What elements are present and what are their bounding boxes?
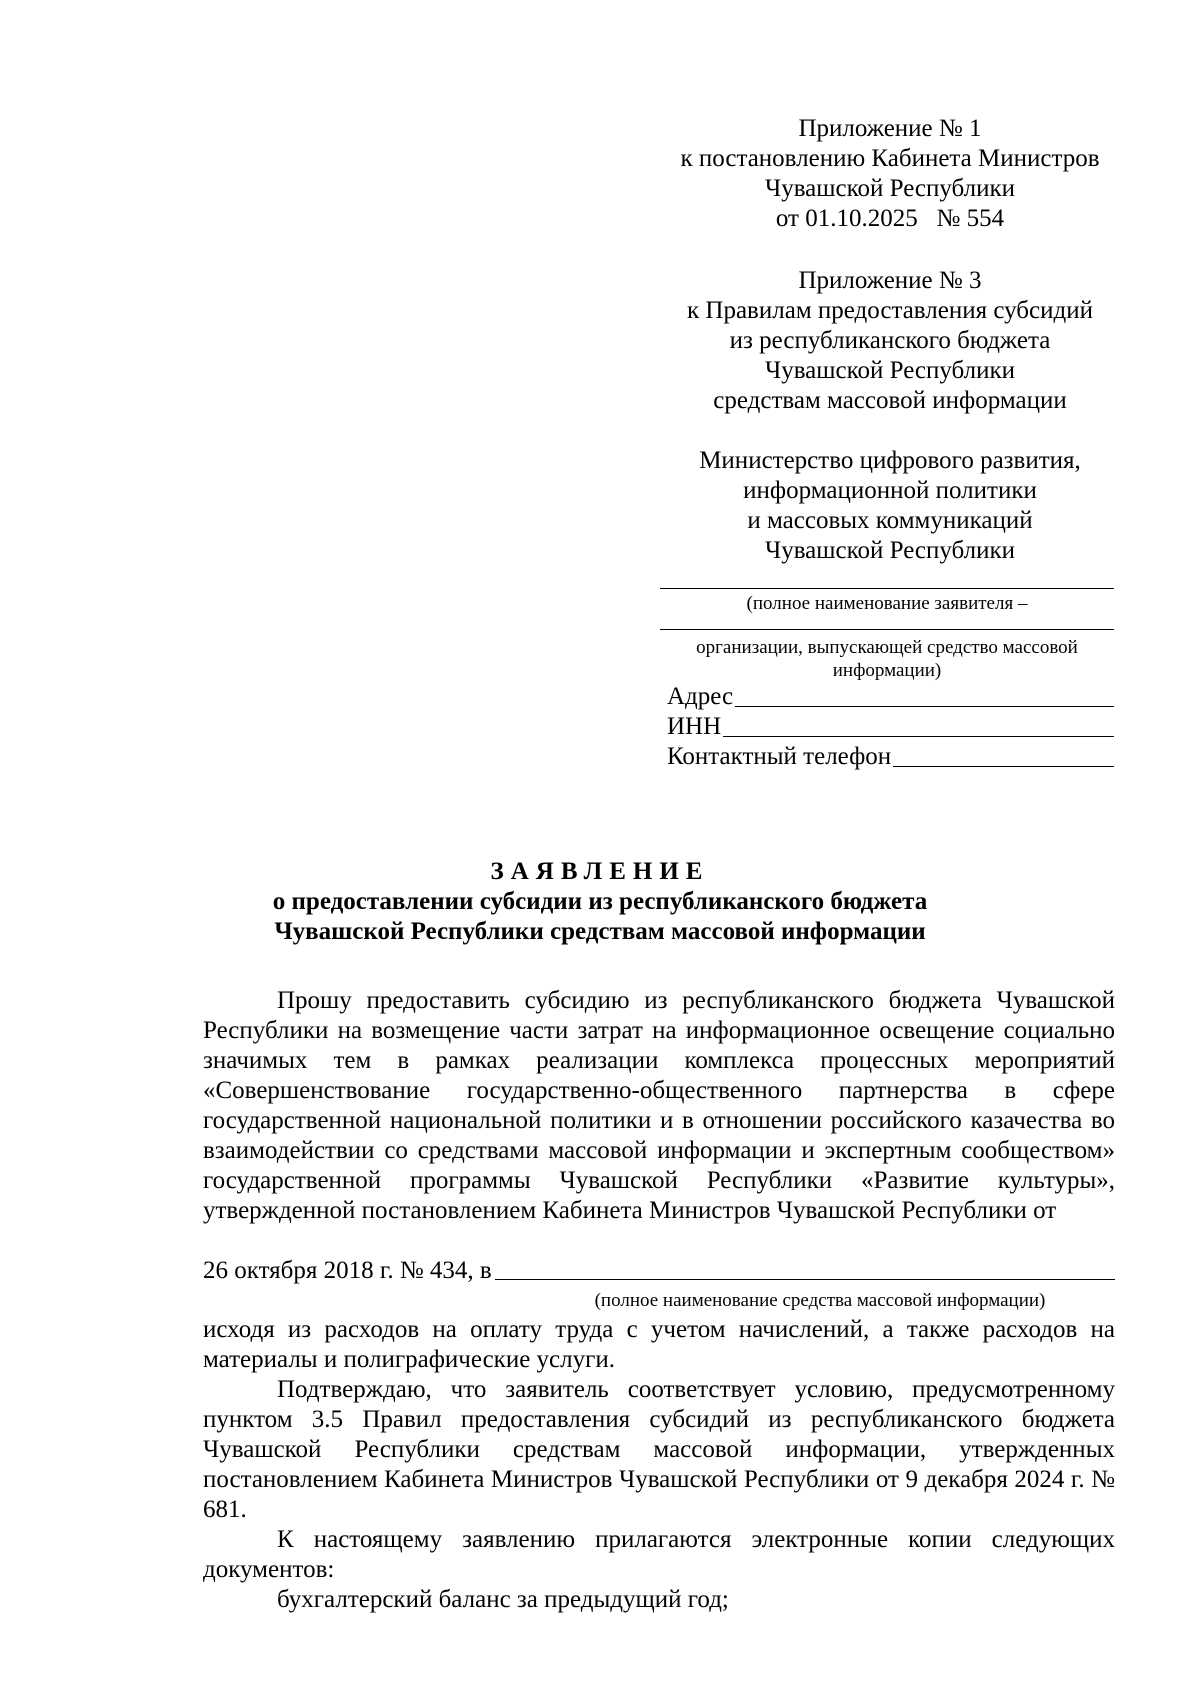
document-title: ЗАЯВЛЕНИЕ [490,858,710,885]
body-paragraph-1-continuation [203,1315,1115,1375]
applicant-name-line-1[interactable] [660,588,1114,589]
applicant-block [660,574,1114,772]
expenses-text: исходя из расходов на оплату труда с учетом начислений, а также расходов на материалы и полиграфические услуги. [203,1316,1115,1373]
ministry-line-1: Министерство цифрового развития, [699,447,1081,474]
annex-1-republic: Чувашской Республики [764,175,1016,202]
attachments-intro-text: К настоящему заявлению прилагаются электронные копии следующих документов: [203,1526,1115,1583]
phone-label: Контактный телефон [667,743,892,770]
phone-field[interactable] [667,742,1114,772]
annex-1-date: от 01.10.2025 № 554 [775,205,1005,232]
ministry-line-2: информационной политики [743,477,1037,504]
annex-3-header [660,266,1120,416]
body-paragraph-1 [203,986,1115,1226]
address-input-line[interactable] [735,706,1114,707]
annex-3-number: Приложение № 3 [798,267,982,294]
ministry-line-4: Чувашской Республики [764,537,1016,564]
address-field[interactable] [667,682,1114,712]
annex-1-header [660,114,1120,234]
ministry-line-3: и массовых коммуникаций [747,507,1033,534]
annex-3-republic: Чувашской Республики [764,357,1016,384]
inn-label: ИНН [667,713,722,740]
attachment-item-balance: бухгалтерский баланс за предыдущий год; [277,1586,729,1613]
annex-3-media: средствам массовой информации [713,387,1067,414]
confirmation-text: Подтверждаю, что заявитель соответствует условию, предусмотренному пунктом 3.5 Правил предоставления субсидий из республиканского бюджета Чувашской Республики средствам массовой информации, утвержденных постановлением Кабинета Министров Чувашской Республики от 9 декабря 2024 г. № 681. [203,1376,1115,1523]
media-name-line [203,1256,1115,1286]
body-paragraph-4 [203,1585,1115,1615]
inn-input-line[interactable] [723,736,1114,737]
applicant-caption-3: информации) [832,660,942,681]
request-text: Прошу предоставить субсидию из республиканского бюджета Чувашской Республики на возмещение части затрат на информационное освещение социально значимых тем в рамках реализации комплекса процессных мероприятий «Совершенствование государственно-общественного партнерства в сфере государственной национальной политики и в отношении российского казачества во взаимодействии со средствами массовой информации и экспертным сообществом» государственной программы Чувашской Республики «Развитие культуры», утвержденной постановлением Кабинета Министров Чувашской Республики от [203,987,1115,1224]
document-subtitle-1: о предоставлении субсидии из республиканского бюджета [272,888,928,915]
media-name-input-line[interactable] [495,1279,1115,1280]
inn-field[interactable] [667,712,1114,742]
phone-input-line[interactable] [893,766,1114,767]
annex-1-number: Приложение № 1 [798,115,982,142]
applicant-name-line-2[interactable] [660,629,1114,630]
body-paragraph-3 [203,1525,1115,1585]
ministry-addressee [660,446,1120,566]
date-and-number-text: 26 октября 2018 г. № 434, в [203,1257,492,1284]
annex-3-rules: к Правилам предоставления субсидий [687,297,1093,324]
applicant-caption-1: (полное наименование заявителя – [746,593,1028,614]
annex-1-resolution: к постановлению Кабинета Министров [680,145,1100,172]
body-paragraph-2 [203,1375,1115,1525]
address-label: Адрес [667,683,734,710]
document-subtitle-2: Чувашской Республики средствам массовой информации [274,918,926,945]
media-name-caption: (полное наименование средства массовой информации) [594,1290,1046,1311]
applicant-caption-2: организации, выпускающей средство массовой [696,637,1078,658]
annex-3-budget: из республиканского бюджета [729,327,1051,354]
